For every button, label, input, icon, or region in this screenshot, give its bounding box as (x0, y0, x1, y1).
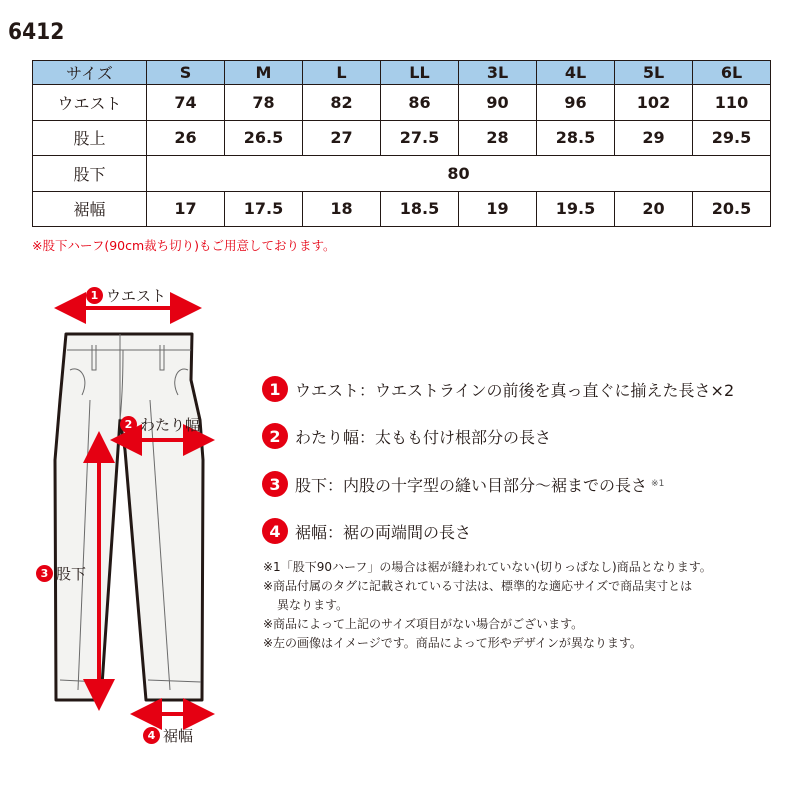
header-cell: 4L (537, 61, 615, 85)
inseam-number-badge: 3 (36, 565, 53, 582)
table-cell: 86 (381, 85, 459, 121)
legend-number-badge: 1 (262, 376, 288, 402)
table-cell: 28 (459, 120, 537, 156)
table-cell: 28.5 (537, 120, 615, 156)
legend-footnote-ref: ※1 (651, 479, 665, 489)
header-cell: サイズ (33, 61, 147, 85)
hem-marker (143, 725, 193, 746)
table-cell: 27.5 (381, 120, 459, 156)
header-cell: M (225, 61, 303, 85)
legend-item-waist (262, 376, 734, 402)
waist-marker (86, 285, 166, 306)
header-cell: LL (381, 61, 459, 85)
legend-desc: ：内股の十字型の縫い目部分〜裾までの長さ (327, 475, 648, 495)
footnote-continued: 異なります。 (277, 598, 349, 612)
table-cell: 19 (459, 191, 537, 227)
thigh-marker-label: わたり幅 (140, 416, 201, 434)
thigh-number-badge: 2 (120, 416, 137, 433)
product-code: 6412 (8, 20, 65, 45)
half-length-note: ※股下ハーフ(90cm裁ち切り)もご用意しております。 (32, 238, 336, 253)
header-cell: 5L (615, 61, 693, 85)
table-cell: 96 (537, 85, 615, 121)
legend-term: 裾幅 (295, 522, 328, 542)
legend-desc: ：太もも付け根部分の長さ (359, 427, 552, 447)
table-cell: 18.5 (381, 191, 459, 227)
footnote: ※商品によって上記のサイズ項目がない場合がございます。 (263, 617, 584, 631)
waist-number-badge: 1 (86, 287, 103, 304)
waist-marker-label: ウエスト (106, 287, 167, 305)
legend-item-hem (262, 518, 471, 544)
legend-term: わたり幅 (295, 427, 360, 447)
table-cell: 18 (303, 191, 381, 227)
table-cell: 17 (147, 191, 225, 227)
footnote: ※左の画像はイメージです。商品によって形やデザインが異なります。 (263, 636, 642, 650)
table-cell: 20.5 (693, 191, 771, 227)
table-cell: 74 (147, 85, 225, 121)
legend-number-badge: 4 (262, 518, 288, 544)
footnote: ※商品付属のタグに記載されている寸法は、標準的な適応サイズで商品実寸とは (263, 579, 693, 593)
footnotes (263, 558, 712, 653)
table-cell: 102 (615, 85, 693, 121)
table-cell: 26 (147, 120, 225, 156)
table-cell: 26.5 (225, 120, 303, 156)
table-cell: 82 (303, 85, 381, 121)
legend-number-badge: 2 (262, 423, 288, 449)
inseam-marker-label: 股下 (56, 565, 87, 583)
legend-desc: ：裾の両端間の長さ (327, 522, 472, 542)
hem-number-badge: 4 (143, 727, 160, 744)
legend-desc: ：ウエストラインの前後を真っ直ぐに揃えた長さ×2 (359, 380, 735, 400)
table-cell: 20 (615, 191, 693, 227)
header-cell: S (147, 61, 225, 85)
thigh-marker (120, 414, 200, 435)
header-cell: 6L (693, 61, 771, 85)
header-cell: 3L (459, 61, 537, 85)
table-cell: 29.5 (693, 120, 771, 156)
row-label: 股下 (33, 156, 147, 192)
legend-item-inseam (262, 471, 664, 497)
table-cell: 29 (615, 120, 693, 156)
inseam-marker (36, 563, 86, 584)
table-cell: 27 (303, 120, 381, 156)
table-cell: 17.5 (225, 191, 303, 227)
hem-marker-label: 裾幅 (163, 727, 194, 745)
table-cell: 90 (459, 85, 537, 121)
header-cell: L (303, 61, 381, 85)
table-cell-merged: 80 (147, 156, 771, 192)
row-label: 裾幅 (33, 191, 147, 227)
table-cell: 19.5 (537, 191, 615, 227)
pants-outline (55, 334, 203, 700)
legend-number-badge: 3 (262, 471, 288, 497)
row-label: 股上 (33, 120, 147, 156)
row-label: ウエスト (33, 85, 147, 121)
legend-term: 股下 (295, 475, 328, 495)
legend-term: ウエスト (295, 380, 360, 400)
table-cell: 110 (693, 85, 771, 121)
table-cell: 78 (225, 85, 303, 121)
legend-item-thigh (262, 423, 551, 449)
footnote: ※1「股下90ハーフ」の場合は裾が縫われていない(切りっぱなし)商品となります。 (263, 560, 712, 574)
